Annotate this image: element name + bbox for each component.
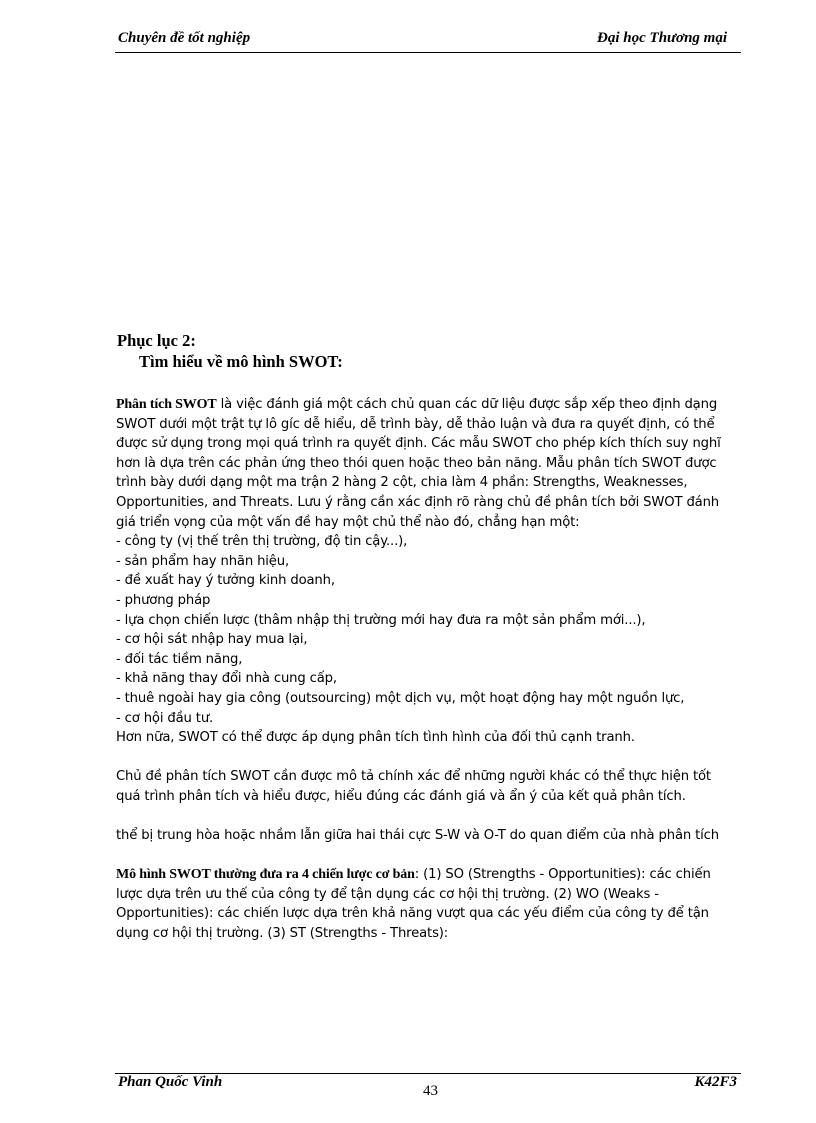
paragraph-topic-description: Chủ đề phân tích SWOT cần được mô tả chính xác để những người khác có thể thực hiện tốt quá trình phân tích và hiểu được, hiểu đúng các đánh giá và ẩn ý của kết quả phân tích. [116,769,711,804]
list-item: - sản phẩm hay nhãn hiệu, [116,553,290,569]
list-item: - lựa chọn chiến lược (thâm nhập thị trường mới hay đưa ra một sản phẩm mới...), [116,612,646,628]
paragraph-swot-definition [116,395,726,532]
header-university-name: Đại học Thương mại [597,30,727,46]
paragraph-lead: Mô hình SWOT thường đưa ra 4 chiến lược cơ bản [116,867,415,883]
paragraph-neutralization: thể bị trung hòa hoặc nhầm lẫn giữa hai thái cực S-W và O-T do quan điểm của nhà phân tích [116,828,719,844]
appendix-title: Phục lục 2: [117,331,196,350]
page-header [115,30,741,53]
list-item: - phương pháp [116,592,211,608]
list-item: - khả năng thay đổi nhà cung cấp, [116,671,337,687]
list-item: - đề xuất hay ý tưởng kinh doanh, [116,573,335,589]
paragraph-spacer [116,748,726,768]
section-title: Tìm hiểu về mô hình SWOT: [139,352,343,371]
list-item: - đối tác tiềm năng, [116,651,243,667]
paragraph-spacer [116,806,726,826]
paragraph-lead: Phân tích SWOT [116,397,217,412]
paragraph-text: : (1) SO (Strengths - Opportunities): các chiến lược dựa trên ưu thế của công ty để tận dụng các cơ hội thị trường. (2) WO (Weaks - Opportunities): các chiến lược dựa trên khả năng vượt qua các yếu điểm của công ty để tận dụng cơ hội thị trường. (3) ST (Strengths - Threats): [116,867,711,942]
list-item: - cơ hội đầu tư. [116,710,214,726]
paragraph-strategies [116,865,726,943]
paragraph-text: là việc đánh giá một cách chủ quan các dữ liệu được sắp xếp theo định dạng SWOT dưới một trật tự lô gíc dễ hiểu, dễ trình bày, dễ thảo luận và đưa ra quyết định, có thể được sử dụng trong mọi quá trình ra quyết định. Các mẫu SWOT cho phép kích thích suy nghĩ hơn là dựa trên các phản ứng theo thói quen hoặc theo bản năng. Mẫu phân tích SWOT được trình bày dưới dạng một ma trận 2 hàng 2 cột, chia làm 4 phần: Strengths, Weaknesses, Opportunities, and Threats. Lưu ý rằng cần xác định rõ ràng chủ đề phân tích bởi SWOT đánh giá triển vọng của một vấn đề hay một chủ thể nào đó, chẳng hạn một: [116,397,721,530]
footer-class-code: K42F3 [694,1074,737,1090]
body-text [116,395,726,944]
footer-author: Phan Quốc Vinh [118,1074,223,1090]
list-item: - thuê ngoài hay gia công (outsourcing) một dịch vụ, một hoạt động hay một nguồn lực, [116,690,685,706]
list-item: - công ty (vị thế trên thị trường, độ tin cậy...), [116,534,408,550]
page-footer [115,1073,741,1100]
paragraph-spacer [116,846,726,866]
header-thesis-label: Chuyên đề tốt nghiệp [118,30,251,46]
page-number: 43 [423,1083,438,1099]
paragraph-competitor: Hơn nữa, SWOT có thể được áp dụng phân tích tình hình của đối thủ cạnh tranh. [116,730,635,746]
list-item: - cơ hội sát nhập hay mua lại, [116,632,308,648]
